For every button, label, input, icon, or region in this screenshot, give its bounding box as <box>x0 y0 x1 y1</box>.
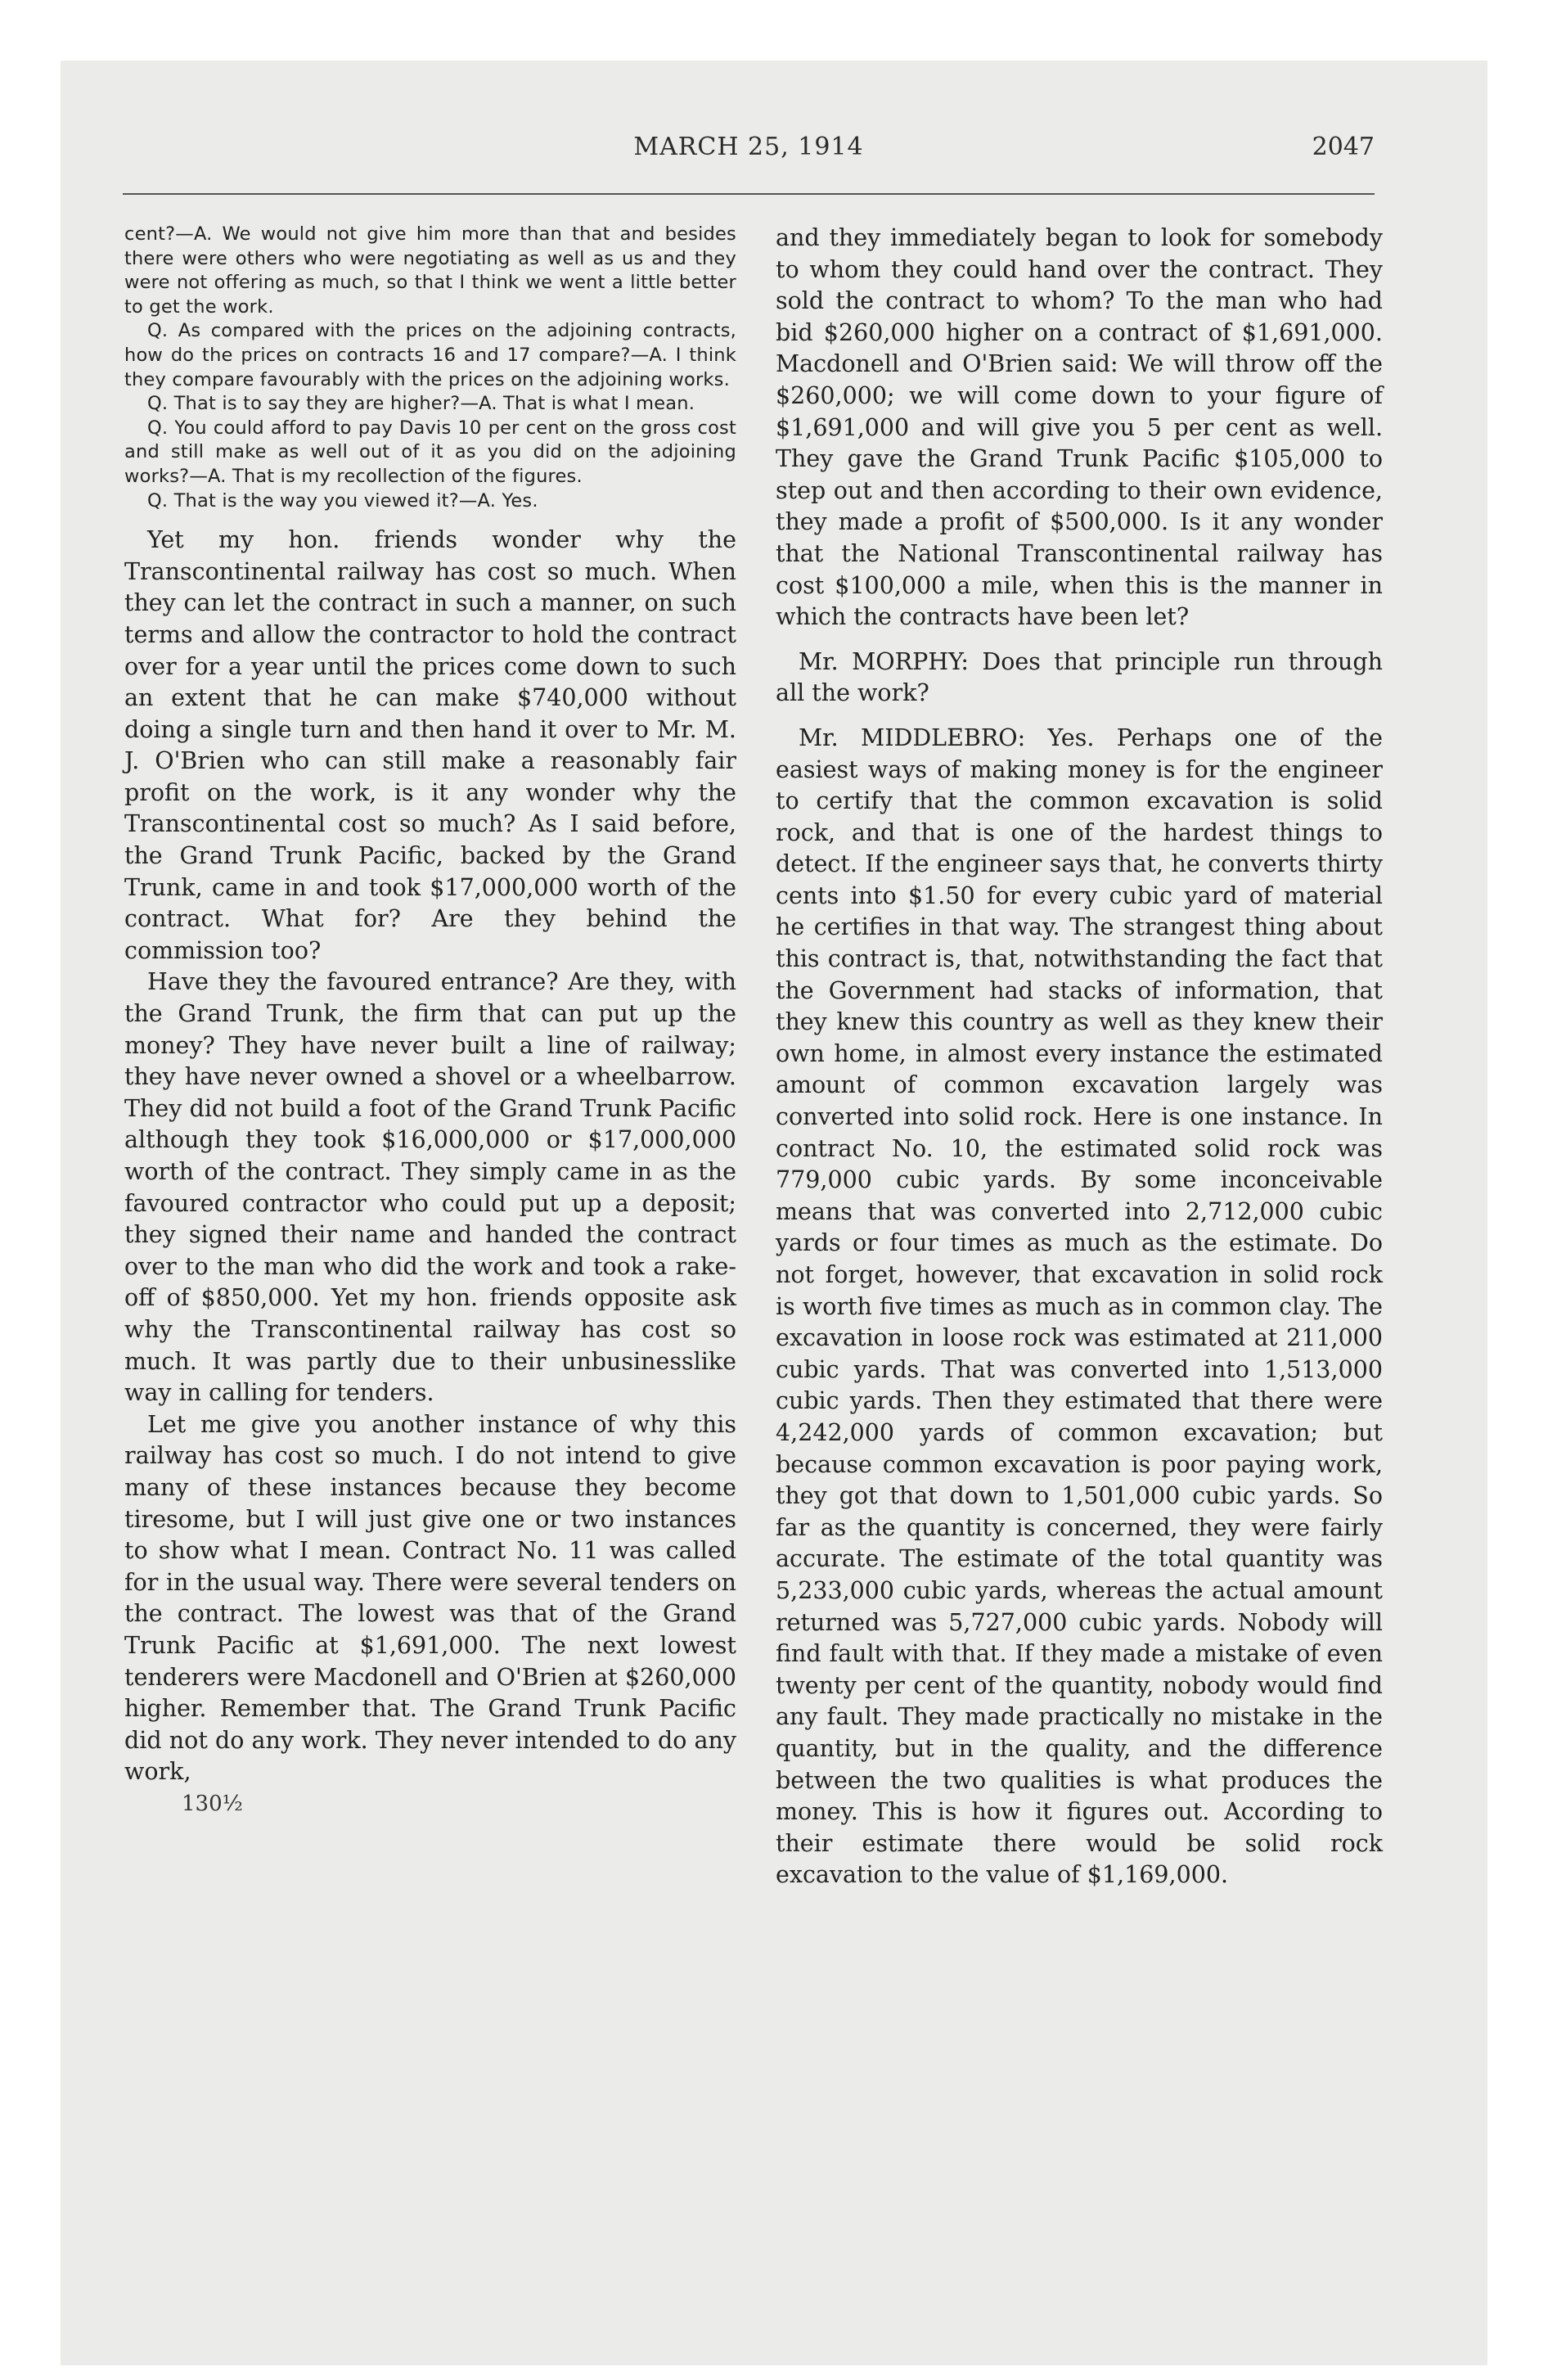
speech-paragraph: Yet my hon. friends wonder why the Transcontinental railway has cost so much. When they can let the contract in such a manner, on such terms and allow the contractor to hold the contract over for a year until the prices come down to such an extent that he can make $740,000 without doing a single turn and then hand it over to Mr. M. J. O'Brien who can still make a reasonably fair profit on the work, is it any wonder why the Transcontinental cost so much? As I said before, the Grand Trunk Pacific, backed by the Grand Trunk, came in and took $17,000,000 worth of the contract. What for? Are they behind the commission too? <box>124 526 736 964</box>
evidence-paragraph: Q. That is the way you viewed it?—A. Yes. <box>147 489 538 512</box>
speech-paragraph: Mr. MIDDLEBRO: Yes. Perhaps one of the easiest ways of making money is for the engineer to certify that the common excavation is solid rock, and that is one of the hardest things to detect. If the engineer says that, he converts thirty cents into $1.50 for every cubic yard of material he certifies in that way. The strangest thing about this contract is, that, notwithstanding the fact that the Government had stacks of information, that they knew this country as well as they knew their own home, in almost every instance the estimated amount of common excavation largely was converted into solid rock. Here is one instance. In contract No. 10, the estimated solid rock was 779,000 cubic yards. By some inconceivable means that was converted into 2,712,000 cubic yards or four times as much as the estimate. Do not forget, however, that excavation in solid rock is worth five times as much as in common clay. The excavation in loose rock was estimated at 211,000 cubic yards. That was converted into 1,513,000 cubic yards. Then they estimated that there were 4,242,000 yards of common excavation; but because common excavation is poor paying work, they got that down to 1,501,000 cubic yards. So far as the quantity is concerned, they were fairly accurate. The estimate of the total quantity was 5,233,000 cubic yards, whereas the actual amount returned was 5,727,000 cubic yards. Nobody will find fault with that. If they made a mistake of even twenty per cent of the quantity, nobody would find any fault. They made practically no mistake in the quantity, but in the quality, and the difference between the two qualities is what produces the money. This is how it figures out. According to their estimate there would be solid rock excavation to the value of $1,169,000. <box>776 723 1383 1889</box>
header-date: MARCH 25, 1914 <box>633 133 864 161</box>
header-rule <box>123 193 1375 195</box>
signature-mark: 130½ <box>182 1791 243 1816</box>
evidence-excerpt <box>124 223 736 513</box>
left-column <box>124 223 736 1816</box>
page-number: 2047 <box>1312 133 1375 161</box>
evidence-paragraph: cent?—A. We would not give him more than that and besides there were others who were negotiating as well as us and they were not offering as much, so that I think we went a little better to get the work. <box>124 223 736 318</box>
page-header <box>123 133 1375 174</box>
evidence-paragraph: Q. As compared with the prices on the adjoining contracts, how do the prices on contracts 16 and 17 compare?—A. I think they compare favourably with the prices on the adjoining works. <box>124 320 736 390</box>
evidence-paragraph: Q. You could afford to pay Davis 10 per cent on the gross cost and still make as well out of it as you did on the adjoining works?—A. That is my recollection of the figures. <box>124 417 736 487</box>
speech-paragraph: Have they the favoured entrance? Are they, with the Grand Trunk, the firm that can put up the money? They have never built a line of railway; they have never owned a shovel or a wheelbarrow. They did not build a foot of the Grand Trunk Pacific although they took $16,000,000 or $17,000,000 worth of the contract. They simply came in as the favoured contractor who could put up a deposit; they signed their name and handed the contract over to the man who did the work and took a rake-off of $850,000. Yet my hon. friends opposite ask why the Transcontinental railway has cost so much. It was partly due to their unbusinesslike way in calling for tenders. <box>124 968 736 1407</box>
evidence-paragraph: Q. That is to say they are higher?—A. That is what I mean. <box>147 393 695 415</box>
speech-body-left <box>124 525 736 1788</box>
speech-paragraph: and they immediately began to look for somebody to whom they could hand over the contract. They sold the contract to whom? To the man who had bid $260,000 higher on a contract of $1,691,000. Macdonell and O'Brien said: We will throw off the $260,000; we will come down to your figure of $1,691,000 and will give you 5 per cent as well. They gave the Grand Trunk Pacific $105,000 to step out and then according to their own evidence, they made a profit of $500,000. Is it any wonder that the National Transcontinental railway has cost $100,000 a mile, when this is the manner in which the contracts have been let? <box>776 224 1383 631</box>
right-column <box>776 223 1383 1891</box>
speech-paragraph: Mr. MORPHY: Does that principle run through all the work? <box>776 647 1383 707</box>
speech-paragraph: Let me give you another instance of why this railway has cost so much. I do not intend to give many of these instances because they become tiresome, but I will just give one or two instances to show what I mean. Contract No. 11 was called for in the usual way. There were several tenders on the contract. The lowest was that of the Grand Trunk Pacific at $1,691,000. The next lowest tenderers were Macdonell and O'Brien at $260,000 higher. Remember that. The Grand Trunk Pacific did not do any work. They never intended to do any work, <box>124 1410 736 1786</box>
